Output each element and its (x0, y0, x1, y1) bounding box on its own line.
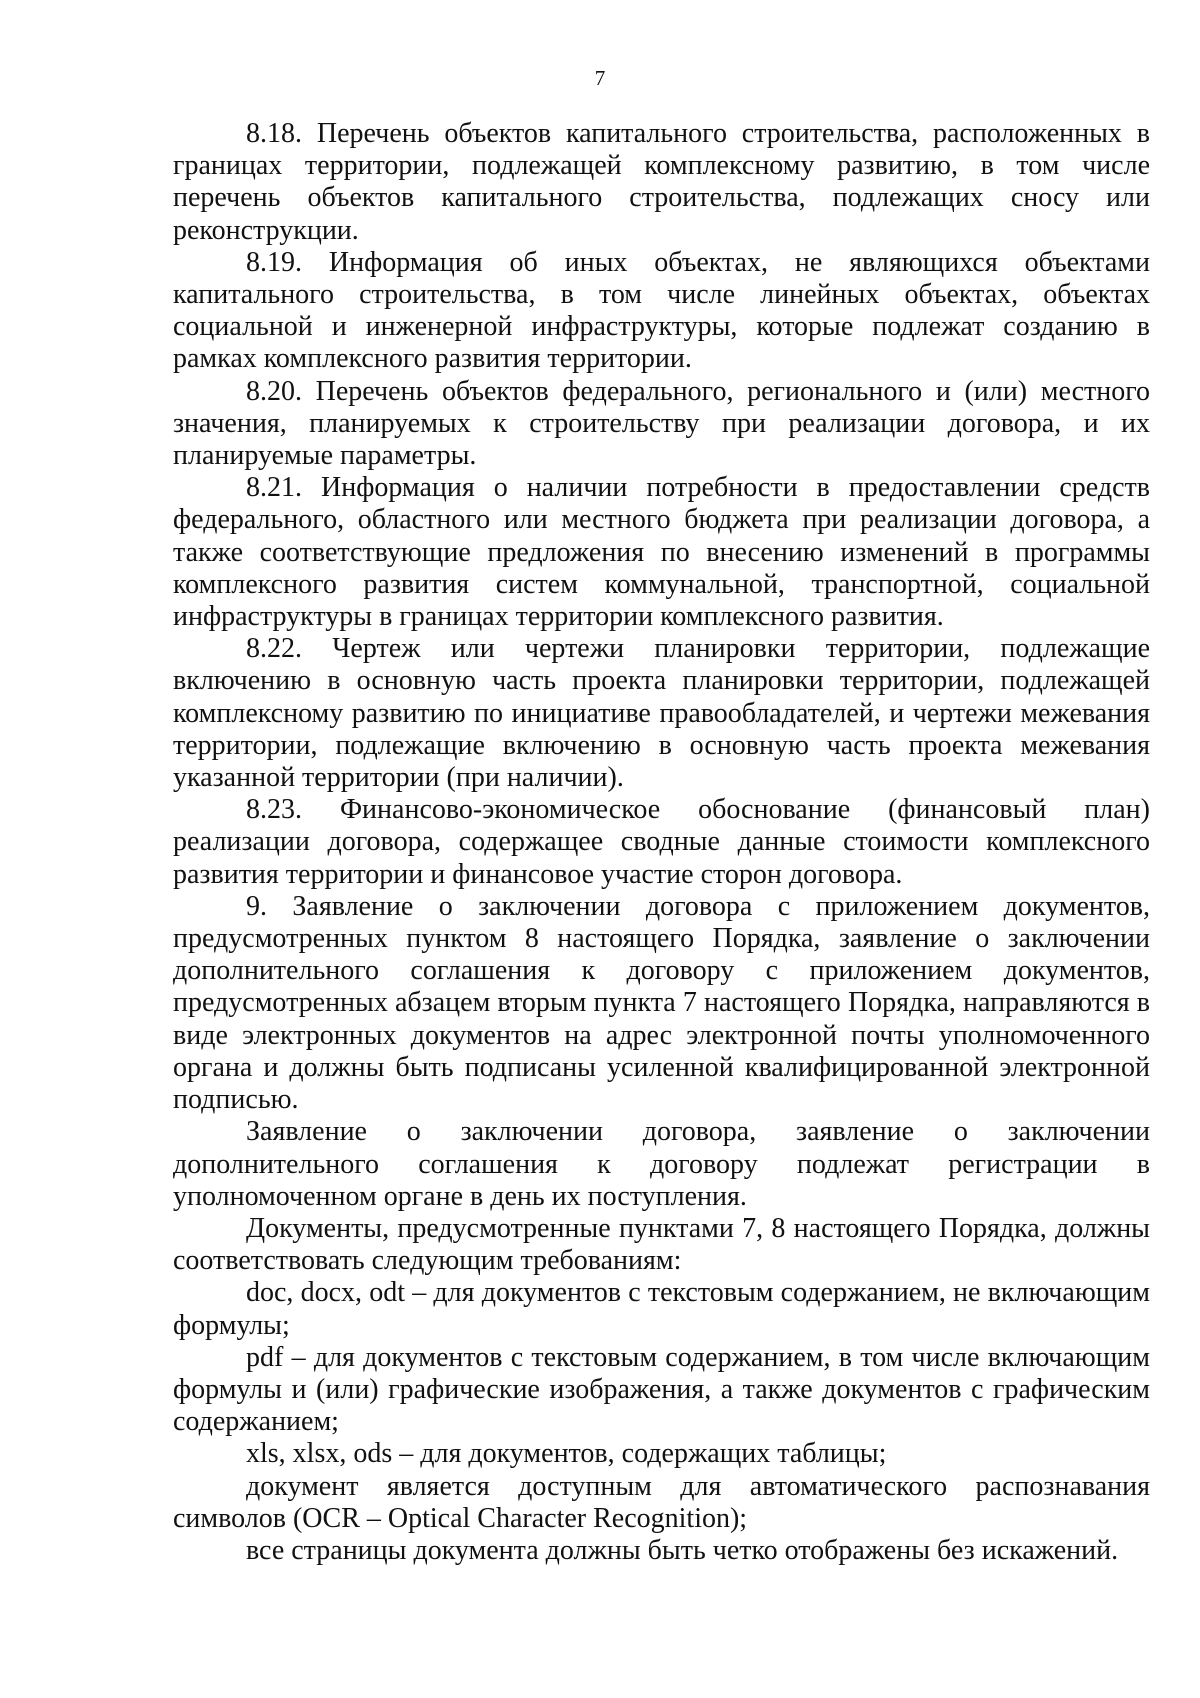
requirement-doc-formats: doc, docx, odt – для документов с текстовым содержанием, не включающим формулы; (173, 1277, 1150, 1341)
paragraph-8-19: 8.19. Информация об иных объектах, не являющихся объектами капитального строительства, в том числе линейных объектах, объектах социальной и инженерной инфраструктуры, которые подлежат созданию в рамках комплексного развития территории. (173, 246, 1150, 375)
paragraph-8-20: 8.20. Перечень объектов федерального, регионального и (или) местного значения, планируемых к строительству при реализации договора, и их планируемые параметры. (173, 375, 1150, 472)
paragraph-registration: Заявление о заключении договора, заявление о заключении дополнительного соглашения к договору подлежат регистрации в уполномоченном органе в день их поступления. (173, 1116, 1150, 1212)
paragraph-9: 9. Заявление о заключении договора с приложением документов, предусмотренных пунктом 8 настоящего Порядка, заявление о заключении дополнительного соглашения к договору с приложением документов, предусмотренных абзацем вторым пункта 7 настоящего Порядка, направляются в виде электронных документов на адрес электронной почты уполномоченного органа и должны быть подписаны усиленной квалифицированной электронной подписью. (173, 890, 1150, 1116)
paragraph-8-22: 8.22. Чертеж или чертежи планировки территории, подлежащие включению в основную часть проекта планировки территории, подлежащей комплексному развитию по инициативе правообладателей, и чертежи межевания территории, подлежащие включению в основную часть проекта межевания указанной территории (при наличии). (173, 633, 1150, 794)
requirement-spreadsheet-formats: xls, xlsx, ods – для документов, содержащих таблицы; (246, 1438, 887, 1470)
paragraph-8-21: 8.21. Информация о наличии потребности в предоставлении средств федерального, областного или местного бюджета при реализации договора, а также соответствующие предложения по внесению изменений в программы комплексного развития систем коммунальной, транспортной, социальной инфраструктуры в границах территории комплексного развития. (173, 472, 1150, 633)
requirement-pdf-format: pdf – для документов с текстовым содержанием, в том числе включающим формулы и (или) графические изображения, а также документов с графическим содержанием; (173, 1341, 1150, 1438)
paragraph-8-18: 8.18. Перечень объектов капитального строительства, расположенных в границах территории, подлежащей комплексному развитию, в том числе перечень объектов капитального строительства, подлежащих сносу или реконструкции. (173, 118, 1150, 246)
document-body (173, 118, 1150, 1567)
paragraph-8-23: 8.23. Финансово-экономическое обоснование (финансовый план) реализации договора, содержащее сводные данные стоимости комплексного развития территории и финансовое участие сторон договора. (173, 794, 1150, 890)
requirement-ocr: документ является доступным для автоматического распознавания символов (OCR – Optical Character Recognition); (173, 1470, 1150, 1534)
page-number: 7 (594, 66, 606, 90)
paragraph-requirements-intro: Документы, предусмотренные пунктами 7, 8 настоящего Порядка, должны соответствовать следующим требованиям: (173, 1212, 1150, 1277)
requirement-pages-clear: все страницы документа должны быть четко отображены без искажений. (246, 1534, 1119, 1566)
